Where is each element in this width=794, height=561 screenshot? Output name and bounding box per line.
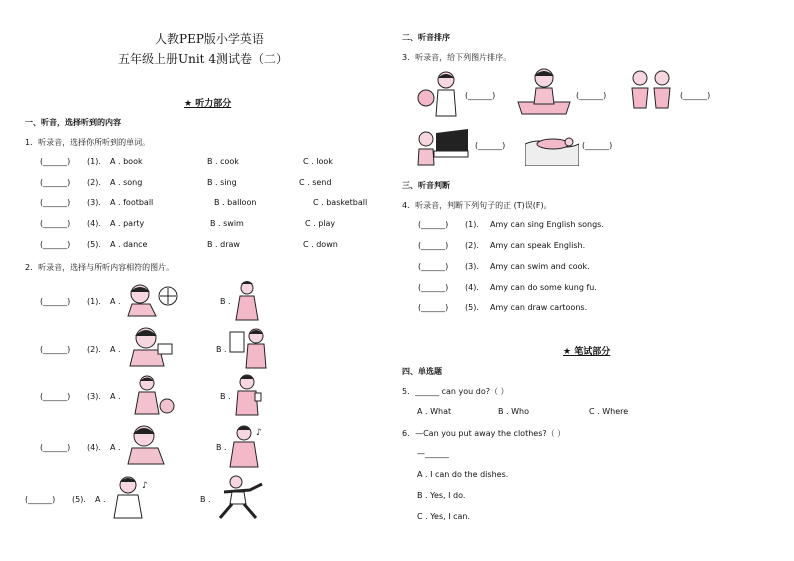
option-a-label: A .: [110, 345, 121, 354]
q5-option-b: B . Who: [498, 407, 529, 416]
question-number: (1).: [465, 220, 479, 229]
q5-option-a: A . What: [417, 407, 452, 416]
order-instruction: 3．听录音，给下列图片排序。: [402, 53, 512, 62]
girls-dancing-picture[interactable]: [628, 68, 674, 116]
girl-drawing-mat-picture[interactable]: [516, 66, 572, 116]
question-number: (3).: [87, 198, 101, 207]
answer-blank[interactable]: (______): [418, 241, 449, 250]
paper-title: 人教PEP版小学英语: [155, 32, 264, 46]
question-number: (3).: [87, 392, 101, 401]
order-blank[interactable]: (______): [465, 91, 496, 100]
question-number: (1).: [87, 157, 101, 166]
judge-instruction: 4．听录音，判断下列句子的正 (T)误(F)。: [402, 201, 552, 210]
paper-subtitle: 五年级上册Unit 4测试卷（二）: [118, 52, 288, 66]
question-number: (2).: [465, 241, 479, 250]
boy-swimming-picture[interactable]: [525, 122, 579, 166]
answer-blank[interactable]: (______): [40, 297, 71, 306]
judge-statement: Amy can do some kung fu.: [490, 283, 597, 292]
option-a-label: A .: [110, 392, 121, 401]
svg-text:♪: ♪: [142, 481, 148, 491]
judge-heading: 三、听音判断: [402, 181, 450, 190]
q6-option-a: A . I can do the dishes.: [417, 470, 509, 479]
option-c: C . send: [299, 178, 332, 187]
question-number: (5).: [465, 303, 479, 312]
answer-blank[interactable]: (______): [40, 157, 71, 166]
option-a-label: A .: [110, 443, 121, 452]
boy-swimming-ball-picture[interactable]: [122, 280, 180, 320]
judge-statement: Amy can swim and cook.: [490, 262, 590, 271]
answer-blank[interactable]: (______): [40, 178, 71, 187]
answer-blank[interactable]: (______): [418, 283, 449, 292]
question-number: (2).: [87, 178, 101, 187]
answer-blank[interactable]: (______): [40, 240, 71, 249]
option-b-label: B .: [220, 392, 231, 401]
option-b: B . balloon: [214, 198, 257, 207]
boy-singing-picture[interactable]: [108, 474, 156, 520]
option-c: C . basketball: [313, 198, 368, 207]
answer-blank[interactable]: (______): [40, 219, 71, 228]
q6-option-c: C . Yes, I can.: [417, 512, 471, 521]
choice-heading: 四、单选题: [402, 367, 442, 376]
order-blank[interactable]: (______): [576, 91, 607, 100]
option-b-label: B .: [200, 495, 211, 504]
man-doing-kung-fu-picture[interactable]: [210, 474, 266, 520]
girl-ball-picture[interactable]: [416, 70, 460, 120]
q5-option-c: C . Where: [589, 407, 629, 416]
answer-blank[interactable]: (______): [40, 198, 71, 207]
order-blank[interactable]: (______): [475, 141, 506, 150]
answer-blank[interactable]: (______): [25, 495, 56, 504]
question-5: 5．______ can you do?（ ）: [402, 387, 509, 396]
option-b-label: B .: [216, 443, 227, 452]
option-b: B . cook: [207, 157, 239, 166]
option-b: B . sing: [207, 178, 237, 187]
answer-blank[interactable]: (______): [418, 262, 449, 271]
svg-text:♪: ♪: [256, 428, 262, 438]
question-number: (1).: [87, 297, 101, 306]
judge-statement: Amy can sing English songs.: [490, 220, 604, 229]
option-a: A . book: [110, 157, 143, 166]
girl-dancing-picture[interactable]: [234, 280, 260, 322]
girl-reading-picture[interactable]: [124, 326, 176, 368]
answer-blank[interactable]: (______): [418, 220, 449, 229]
boy-piano-picture[interactable]: [416, 125, 470, 167]
option-a: A . song: [110, 178, 143, 187]
answer-blank[interactable]: (______): [40, 392, 71, 401]
option-b-label: B .: [220, 297, 231, 306]
option-b: B . swim: [210, 219, 244, 228]
girl-painting-picture[interactable]: [228, 326, 268, 370]
question-number: (5).: [72, 495, 86, 504]
order-blank[interactable]: (______): [582, 141, 613, 150]
question-number: (3).: [465, 262, 479, 271]
option-a: A . dance: [110, 240, 148, 249]
question-number: (5).: [87, 240, 101, 249]
judge-statement: Amy can speak English.: [490, 241, 586, 250]
option-c: C . play: [305, 219, 336, 228]
question-number: (4).: [87, 443, 101, 452]
option-b-label: B .: [216, 345, 227, 354]
listening-banner: ★ 听力部分: [184, 96, 231, 109]
answer-blank[interactable]: (______): [40, 443, 71, 452]
option-c: C . look: [303, 157, 333, 166]
option-c: C . down: [303, 240, 338, 249]
order-blank[interactable]: (______): [680, 91, 711, 100]
q6-option-b: B . Yes, I do.: [417, 491, 466, 500]
order-heading: 二、听音排序: [402, 33, 450, 42]
question-number: (2).: [87, 345, 101, 354]
option-a: A . party: [110, 219, 145, 228]
judge-statement: Amy can draw cartoons.: [490, 303, 588, 312]
question-number: (4).: [465, 283, 479, 292]
question-6: 6．—Can you put away the clothes?（ ）: [402, 429, 566, 438]
girl-singing-picture[interactable]: [228, 423, 264, 469]
boy-cooking-picture[interactable]: [233, 373, 263, 417]
option-a-label: A .: [95, 495, 106, 504]
option-a-label: A .: [110, 297, 121, 306]
option-a: A . football: [110, 198, 154, 207]
answer-blank[interactable]: (______): [418, 303, 449, 312]
question-number: (4).: [87, 219, 101, 228]
written-banner: ★ 笔试部分: [563, 344, 610, 357]
section1-heading: 一、听音，选择听到的内容: [25, 118, 121, 127]
section1-instruction: 1．听录音，选择你所听到的单词。: [25, 138, 151, 147]
q6-answer-line: —______: [417, 449, 449, 458]
boy-playing-basketball-picture[interactable]: [125, 374, 177, 416]
answer-blank[interactable]: (______): [40, 345, 71, 354]
option-b: B . draw: [207, 240, 240, 249]
section2-instruction: 2．听录音，选择与所听内容相符的图片。: [25, 263, 175, 272]
girl-drawing-picture[interactable]: [124, 424, 176, 466]
